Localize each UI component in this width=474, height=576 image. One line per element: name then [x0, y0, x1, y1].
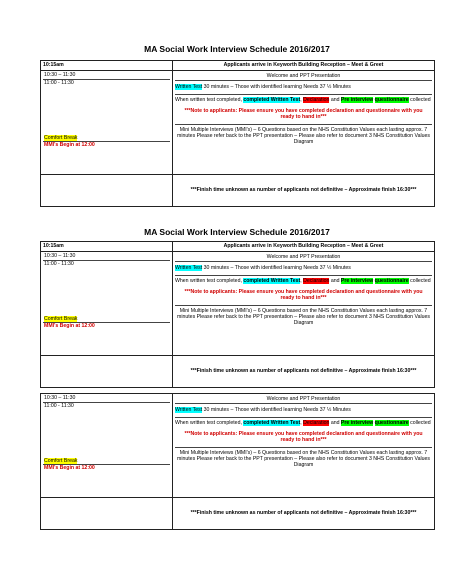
comfort-break: Comfort Break — [43, 135, 170, 142]
time-column — [41, 71, 173, 175]
collection-block: When written test completed, completed Written Test, Declaration and Pre interview questionnaire collected ***Note to applicants: Please ensure you have completed declaration and questionnaire with you ready to hand in*** — [175, 95, 432, 125]
table-row — [41, 252, 435, 356]
collection-block: When written test completed, completed Written Test, Declaration and Pre interview questionnaire collected ***Note to applicants: Please ensure you have completed declaration and questionnaire with you ready to hand in*** — [175, 418, 432, 448]
note-text: ***Note to applicants: Please ensure you have completed declaration and questionnaire with you ready to hand in*** — [184, 288, 423, 301]
written-test-line: Written Test 30 minutes – Those with identified learning Needs 37 ½ Minutes — [175, 81, 432, 95]
mmi-start: MMI's Begin at 12:00 — [44, 323, 95, 329]
arrival-cell: Applicants arrive in Keyworth Building Reception – Meet & Greet — [173, 61, 435, 71]
table-row — [41, 498, 435, 530]
finish-cell: ***Finish time unknown as number of applicants not definitive – Approximate finish 16:30*** — [173, 498, 435, 530]
time-entry: 10:30 – 11:30 — [43, 72, 170, 80]
time-entry: 11:00 - 11:30 — [44, 80, 74, 86]
written-test-line: Written Test 30 minutes – Those with identified learning Needs 37 ½ Minutes — [175, 262, 432, 276]
mmi-description: Mini Multiple Interviews (MMI's) – 6 Questions based on the NHS Constitution Values each lasting approx. 7 minutes Please refer back to the PPT presentation – Please also refer to document 3 NHS Constitution Values Diagram — [177, 308, 430, 327]
table-row — [41, 71, 435, 175]
schedule-table — [40, 60, 435, 207]
time-cell: 10:15am — [41, 242, 173, 252]
time-column — [41, 252, 173, 356]
time-entry: 10:30 – 11:30 — [43, 253, 170, 261]
empty-cell — [41, 175, 173, 207]
schedule-table — [40, 393, 435, 530]
schedule-title: MA Social Work Interview Schedule 2016/2017 — [144, 44, 330, 54]
note-text: ***Note to applicants: Please ensure you have completed declaration and questionnaire with you ready to hand in*** — [184, 430, 423, 443]
description-column — [173, 71, 435, 175]
arrival-cell: Applicants arrive in Keyworth Building Reception – Meet & Greet — [173, 242, 435, 252]
welcome-line: Welcome and PPT Presentation — [175, 253, 432, 262]
time-cell: 10:15am — [41, 61, 173, 71]
mmi-start: MMI's Begin at 12:00 — [44, 142, 95, 148]
finish-cell: ***Finish time unknown as number of applicants not definitive – Approximate finish 16:30*** — [173, 175, 435, 207]
mmi-start: MMI's Begin at 12:00 — [44, 465, 95, 471]
comfort-break: Comfort Break — [43, 458, 170, 465]
schedule-title: MA Social Work Interview Schedule 2016/2017 — [144, 227, 330, 237]
empty-cell — [41, 356, 173, 388]
finish-cell: ***Finish time unknown as number of applicants not definitive – Approximate finish 16:30*** — [173, 356, 435, 388]
mmi-description: Mini Multiple Interviews (MMI's) – 6 Questions based on the NHS Constitution Values each lasting approx. 7 minutes Please refer back to the PPT presentation – Please also refer to document 3 NHS Constitution Values Diagram — [177, 450, 430, 469]
table-row — [41, 356, 435, 388]
description-column — [173, 394, 435, 498]
table-row — [41, 394, 435, 498]
table-row — [41, 61, 435, 71]
table-row — [41, 175, 435, 207]
collection-block: When written test completed, completed Written Test, Declaration and Pre interview questionnaire collected ***Note to applicants: Please ensure you have completed declaration and questionnaire with you ready to hand in*** — [175, 276, 432, 306]
time-entry: 11:00 - 11:30 — [44, 261, 74, 267]
note-text: ***Note to applicants: Please ensure you have completed declaration and questionnaire with you ready to hand in*** — [184, 107, 423, 120]
time-column — [41, 394, 173, 498]
comfort-break: Comfort Break — [43, 316, 170, 323]
description-column — [173, 252, 435, 356]
time-entry: 10:30 – 11:30 — [43, 395, 170, 403]
table-row — [41, 242, 435, 252]
schedule-table — [40, 241, 435, 388]
mmi-description: Mini Multiple Interviews (MMI's) – 6 Questions based on the NHS Constitution Values each lasting approx. 7 minutes Please refer back to the PPT presentation – Please also refer to document 3 NHS Constitution Values Diagram — [177, 127, 430, 146]
welcome-line: Welcome and PPT Presentation — [175, 72, 432, 81]
empty-cell — [41, 498, 173, 530]
written-test-line: Written Test 30 minutes – Those with identified learning Needs 37 ½ Minutes — [175, 404, 432, 418]
time-entry: 11:00 - 11:30 — [44, 403, 74, 409]
welcome-line: Welcome and PPT Presentation — [175, 395, 432, 404]
